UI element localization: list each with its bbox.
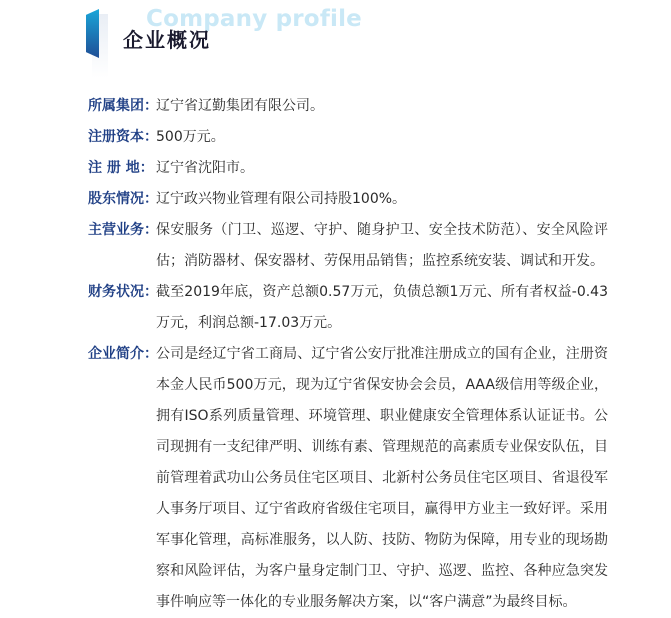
profile-row-shareholders bbox=[88, 184, 608, 215]
section-title: 企业概况 bbox=[123, 28, 211, 52]
row-value: 500万元。 bbox=[156, 129, 225, 145]
row-value: 截至2019年底，资产总额0.57万元，负债总额1万元、所有者权益-0.43万元，利润总额-17.03万元。 bbox=[156, 284, 608, 331]
profile-row-location bbox=[88, 153, 608, 184]
row-value: 辽宁政兴物业管理有限公司持股100%。 bbox=[156, 191, 407, 207]
profile-row-business bbox=[88, 215, 608, 277]
profile-row-capital bbox=[88, 122, 608, 153]
row-value: 辽宁省沈阳市。 bbox=[156, 160, 254, 176]
row-value: 辽宁省辽勤集团有限公司。 bbox=[156, 98, 324, 114]
row-label: 主营业务： bbox=[88, 222, 158, 238]
row-label: 企业简介： bbox=[88, 346, 158, 362]
section-header bbox=[0, 0, 671, 80]
header-accent-bar bbox=[86, 9, 99, 58]
profile-row-finance bbox=[88, 277, 608, 339]
profile-row-group bbox=[88, 91, 608, 122]
row-label: 注 册 地： bbox=[88, 160, 154, 176]
row-label: 注册资本： bbox=[88, 129, 158, 145]
profile-list bbox=[88, 91, 608, 618]
profile-row-intro bbox=[88, 339, 608, 618]
row-value: 保安服务（门卫、巡逻、守护、随身护卫、安全技术防范）、安全风险评估；消防器材、保安器材、劳保用品销售；监控系统安装、调试和开发。 bbox=[156, 222, 608, 269]
row-label: 所属集团： bbox=[88, 98, 158, 114]
row-label: 财务状况： bbox=[88, 284, 158, 300]
row-label: 股东情况： bbox=[88, 191, 158, 207]
section-title-en: Company profile bbox=[146, 6, 362, 32]
row-value: 公司是经辽宁省工商局、辽宁省公安厅批准注册成立的国有企业，注册资本金人民币500万元，现为辽宁省保安协会会员，AAA级信用等级企业，拥有ISO系列质量管理、环境管理、职业健康安全管理体系认证证书。公司现拥有一支纪律严明、训练有素、管理规范的高素质专业保安队伍，目前管理着武功山公务员住宅区项目、北新村公务员住宅区项目、省退役军人事务厅项目、辽宁省政府省级住宅项目，赢得甲方业主一致好评。采用军事化管理，高标准服务，以人防、技防、物防为保障，用专业的现场勘察和风险评估，为客户量身定制门卫、守护、巡逻、监控、各种应急突发事件响应等一体化的专业服务解决方案，以“客户满意”为最终目标。 bbox=[156, 346, 608, 610]
